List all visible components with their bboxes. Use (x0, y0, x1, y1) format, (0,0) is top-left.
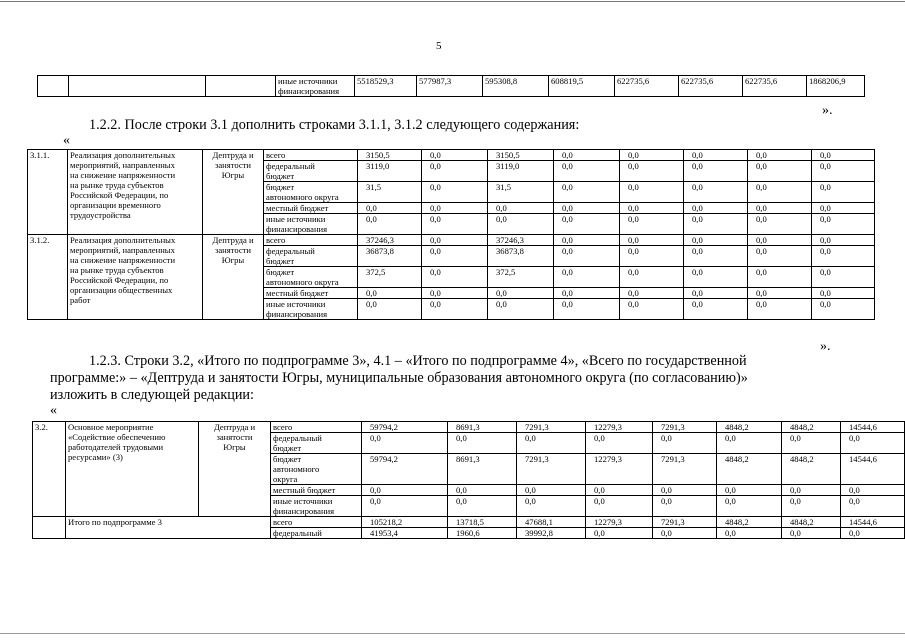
value-cell: 0,0 (684, 161, 748, 182)
funding-source-cell (264, 235, 358, 246)
value-cell: 0,0 (362, 485, 448, 496)
value-cell: 4848,2 (717, 422, 782, 433)
value-cell: 0,0 (488, 214, 554, 235)
value-cell: 0,0 (362, 433, 448, 454)
funding-source-cell (276, 76, 355, 97)
cell-line: занятости (214, 245, 252, 255)
value-cell: 0,0 (841, 496, 905, 517)
value-cell: 0,0 (358, 203, 422, 214)
value-cell: 4848,2 (717, 454, 782, 485)
value-cell: 0,0 (358, 288, 422, 299)
value-cell: 0,0 (812, 267, 875, 288)
value-cell: 0,0 (812, 299, 875, 320)
empty-cell (206, 76, 276, 97)
paragraph-line: изложить в следующей редакции: (50, 387, 254, 403)
cell-line: иные источники (278, 76, 338, 86)
value-cell: 0,0 (653, 485, 717, 496)
value-cell: 36873,8 (358, 246, 422, 267)
value-cell: 12279,3 (586, 454, 653, 485)
value-cell: 0,0 (812, 214, 875, 235)
value-cell: 0,0 (517, 496, 586, 517)
executor-cell (199, 422, 271, 517)
value-cell: 0,0 (748, 182, 812, 203)
cell-line: Реализация дополнительных (70, 235, 176, 245)
value-cell: 0,0 (620, 161, 684, 182)
value-cell: 0,0 (684, 267, 748, 288)
value-cell: 0,0 (517, 485, 586, 496)
value-cell: 7291,3 (517, 454, 586, 485)
value-cell: 0,0 (748, 246, 812, 267)
cell-line: работодателей трудовыми (68, 442, 164, 452)
value-cell: 0,0 (812, 203, 875, 214)
value-cell: 0,0 (586, 485, 653, 496)
value-cell: 3119,0 (358, 161, 422, 182)
cell-line: иные источники (266, 214, 326, 224)
value-cell: 0,0 (620, 288, 684, 299)
cell-line: бюджет (266, 256, 295, 266)
value-cell: 595308,8 (483, 76, 549, 97)
value-cell: 4848,2 (782, 454, 841, 485)
value-cell: 372,5 (488, 267, 554, 288)
value-cell: 0,0 (684, 203, 748, 214)
continuation-table (37, 75, 865, 97)
value-cell: 31,5 (358, 182, 422, 203)
measure-description-cell (68, 235, 203, 320)
value-cell: 0,0 (488, 203, 554, 214)
value-cell: 13718,5 (448, 517, 517, 528)
value-cell: 0,0 (586, 528, 653, 539)
value-cell: 31,5 (488, 182, 554, 203)
value-cell: 0,0 (748, 235, 812, 246)
value-cell: 0,0 (782, 528, 841, 539)
measure-description-cell (68, 150, 203, 235)
value-cell: 4848,2 (717, 517, 782, 528)
value-cell: 0,0 (554, 182, 620, 203)
value-cell: 0,0 (554, 299, 620, 320)
cell-line: финансирования (278, 86, 340, 96)
value-cell: 1868206,9 (807, 76, 865, 97)
funding-source-cell (271, 433, 362, 454)
value-cell: 0,0 (620, 246, 684, 267)
value-cell: 0,0 (620, 150, 684, 161)
cell-line: всего (266, 150, 286, 160)
table-row (28, 235, 875, 246)
cell-line: Российской Федерации, по (70, 190, 169, 200)
subtotal-label-cell: Итого по подпрограмме 3 (66, 517, 271, 539)
value-cell: 1960,6 (448, 528, 517, 539)
funding-source-cell (264, 246, 358, 267)
value-cell: 8691,3 (448, 422, 517, 433)
cell-line: Дептруда и (212, 150, 254, 160)
value-cell: 0,0 (748, 299, 812, 320)
cell-line: мероприятий, направленных (70, 160, 175, 170)
value-cell: 3150,5 (358, 150, 422, 161)
value-cell: 0,0 (422, 299, 488, 320)
value-cell: 0,0 (812, 161, 875, 182)
value-cell: 0,0 (717, 433, 782, 454)
empty-cell (69, 76, 206, 97)
value-cell: 0,0 (782, 433, 841, 454)
cell-line: местный бюджет (273, 485, 336, 495)
value-cell: 0,0 (748, 150, 812, 161)
opening-quote-1: « (63, 133, 70, 148)
value-cell: 0,0 (554, 288, 620, 299)
value-cell: 622735,6 (615, 76, 679, 97)
funding-source-cell (264, 150, 358, 161)
paragraph-line: программе:» – «Дептруда и занятости Югры, муниципальные образования автономного округа (по согласованию)» (50, 370, 748, 386)
value-cell: 0,0 (554, 150, 620, 161)
cell-line: Дептруда и (212, 235, 254, 245)
value-cell: 7291,3 (517, 422, 586, 433)
value-cell: 0,0 (586, 433, 653, 454)
value-cell: 0,0 (448, 485, 517, 496)
funding-source-cell (264, 288, 358, 299)
cell-line: федеральный (273, 433, 322, 443)
cell-line: финансирования (266, 309, 328, 319)
cell-line: федеральный (266, 246, 315, 256)
value-cell: 0,0 (554, 235, 620, 246)
bottom-edge-line (0, 633, 905, 634)
value-cell: 0,0 (782, 496, 841, 517)
value-cell: 0,0 (358, 299, 422, 320)
cell-line: иные источники (266, 299, 326, 309)
row-number-cell: 3.2. (33, 422, 66, 517)
value-cell: 7291,3 (653, 454, 717, 485)
cell-line: федеральный (266, 161, 315, 171)
cell-line: бюджет (273, 443, 302, 453)
table-row (28, 150, 875, 161)
value-cell: 0,0 (812, 235, 875, 246)
value-cell: 14544,6 (841, 422, 905, 433)
row-number-cell: 3.1.2. (28, 235, 68, 320)
value-cell: 0,0 (841, 485, 905, 496)
value-cell: 0,0 (812, 288, 875, 299)
value-cell: 0,0 (620, 267, 684, 288)
value-cell: 0,0 (620, 299, 684, 320)
value-cell: 0,0 (586, 496, 653, 517)
funding-source-cell (271, 496, 362, 517)
value-cell: 0,0 (422, 288, 488, 299)
cell-line: иные источники (273, 496, 333, 506)
value-cell: 0,0 (422, 267, 488, 288)
measure-description-cell (66, 422, 199, 517)
value-cell: 0,0 (782, 485, 841, 496)
cell-line: на снижение напряженности (70, 170, 176, 180)
value-cell: 0,0 (717, 528, 782, 539)
row-number-cell: 3.1.1. (28, 150, 68, 235)
value-cell: 47688,1 (517, 517, 586, 528)
cell-line: местный бюджет (266, 288, 329, 298)
top-edge-line (0, 1, 905, 2)
value-cell: 41953,4 (362, 528, 448, 539)
value-cell: 12279,3 (586, 422, 653, 433)
value-cell: 0,0 (748, 161, 812, 182)
value-cell: 0,0 (422, 246, 488, 267)
value-cell: 0,0 (448, 496, 517, 517)
funding-source-cell (271, 422, 362, 433)
cell-line: «Содействие обеспечению (68, 432, 166, 442)
value-cell: 0,0 (362, 496, 448, 517)
value-cell: 0,0 (422, 150, 488, 161)
funding-source-cell (271, 485, 362, 496)
value-cell: 0,0 (748, 203, 812, 214)
cell-line: автономного (273, 464, 320, 474)
cell-line: бюджет (266, 171, 295, 181)
value-cell: 0,0 (620, 182, 684, 203)
value-cell: 0,0 (620, 214, 684, 235)
funding-source-cell (271, 517, 362, 528)
cell-line: федеральный (273, 528, 322, 538)
value-cell: 0,0 (748, 214, 812, 235)
table-row (38, 76, 865, 97)
value-cell: 0,0 (684, 182, 748, 203)
cell-line: занятости (214, 160, 252, 170)
value-cell: 0,0 (358, 214, 422, 235)
cell-line: работ (70, 295, 91, 305)
opening-quote-2: « (50, 403, 57, 418)
value-cell: 0,0 (684, 150, 748, 161)
value-cell: 0,0 (620, 203, 684, 214)
empty-cell (38, 76, 69, 97)
value-cell: 0,0 (554, 161, 620, 182)
empty-cell (33, 517, 66, 539)
funding-source-cell (271, 528, 362, 539)
value-cell: 0,0 (684, 235, 748, 246)
cell-line: бюджет (266, 182, 295, 192)
value-cell: 0,0 (554, 246, 620, 267)
cell-line: всего (266, 235, 286, 245)
funding-source-cell (264, 182, 358, 203)
value-cell: 0,0 (653, 496, 717, 517)
value-cell: 0,0 (717, 496, 782, 517)
value-cell: 8691,3 (448, 454, 517, 485)
value-cell: 0,0 (812, 246, 875, 267)
cell-line: Реализация дополнительных (70, 150, 176, 160)
value-cell: 105218,2 (362, 517, 448, 528)
value-cell: 0,0 (748, 288, 812, 299)
cell-line: округа (273, 474, 298, 484)
value-cell: 0,0 (653, 433, 717, 454)
paragraph-line: 1.2.3. Строки 3.2, «Итого по подпрограмме 3», 4.1 – «Итого по подпрограмме 4», «Всего по государственной (89, 353, 747, 369)
closing-quote-2: ». (820, 339, 831, 354)
value-cell: 0,0 (684, 288, 748, 299)
cell-line: бюджет (266, 267, 295, 277)
value-cell: 3119,0 (488, 161, 554, 182)
value-cell: 0,0 (653, 528, 717, 539)
cell-line: Основное мероприятие (68, 422, 154, 432)
table-row (33, 517, 905, 528)
cell-line: автономного округа (266, 277, 339, 287)
value-cell: 0,0 (684, 246, 748, 267)
cell-line: трудоустройства (70, 210, 131, 220)
closing-quote-1: ». (822, 103, 833, 118)
value-cell: 0,0 (812, 182, 875, 203)
value-cell: 14544,6 (841, 517, 905, 528)
value-cell: 0,0 (748, 267, 812, 288)
value-cell: 36873,8 (488, 246, 554, 267)
paragraph-1-2-3 (50, 353, 869, 404)
cell-line: автономного округа (266, 192, 339, 202)
cell-line: организации общественных (70, 285, 173, 295)
cell-line: бюджет (273, 454, 302, 464)
value-cell: 0,0 (620, 235, 684, 246)
cell-line: финансирования (273, 506, 335, 516)
value-cell: 37246,3 (358, 235, 422, 246)
rows-3-2-table (32, 421, 905, 539)
value-cell: 3150,5 (488, 150, 554, 161)
value-cell: 0,0 (684, 214, 748, 235)
value-cell: 5518529,3 (355, 76, 417, 97)
rows-3-1-table (27, 149, 875, 320)
value-cell: 577987,3 (417, 76, 483, 97)
value-cell: 622735,6 (679, 76, 743, 97)
cell-line: местный бюджет (266, 203, 329, 213)
value-cell: 0,0 (554, 214, 620, 235)
cell-line: Югры (221, 170, 245, 180)
value-cell: 7291,3 (653, 422, 717, 433)
value-cell: 14544,6 (841, 454, 905, 485)
value-cell: 622735,6 (743, 76, 807, 97)
value-cell: 0,0 (812, 150, 875, 161)
funding-source-cell (264, 161, 358, 182)
value-cell: 0,0 (422, 214, 488, 235)
value-cell: 0,0 (554, 267, 620, 288)
cell-line: мероприятий, направленных (70, 245, 175, 255)
cell-line: на рынке труда субъектов (70, 265, 164, 275)
value-cell: 0,0 (422, 203, 488, 214)
value-cell: 0,0 (841, 528, 905, 539)
value-cell: 59794,2 (362, 454, 448, 485)
value-cell: 4848,2 (782, 422, 841, 433)
funding-source-cell (264, 203, 358, 214)
cell-line: Дептруда и (213, 422, 256, 432)
funding-source-cell (264, 299, 358, 320)
cell-line: Югры (223, 442, 246, 452)
table-row (33, 422, 905, 433)
page-number: 5 (436, 40, 442, 52)
cell-line: организации временного (70, 200, 161, 210)
value-cell: 0,0 (517, 433, 586, 454)
cell-line: на рынке труда субъектов (70, 180, 164, 190)
value-cell: 4848,2 (782, 517, 841, 528)
value-cell: 608819,5 (549, 76, 615, 97)
cell-line: Российской Федерации, по (70, 275, 169, 285)
cell-line: финансирования (266, 224, 328, 234)
cell-line: на снижение напряженности (70, 255, 176, 265)
value-cell: 0,0 (684, 299, 748, 320)
value-cell: 0,0 (488, 299, 554, 320)
paragraph-1-2-2: 1.2.2. После строки 3.1 дополнить строками 3.1.1, 3.1.2 следующего содержания: (89, 117, 580, 133)
funding-source-cell (264, 267, 358, 288)
value-cell: 0,0 (422, 235, 488, 246)
value-cell: 0,0 (841, 433, 905, 454)
cell-line: всего (273, 517, 293, 527)
value-cell: 12279,3 (586, 517, 653, 528)
cell-line: ресурсами» (3) (68, 452, 123, 462)
cell-line: занятости (216, 432, 253, 442)
value-cell: 372,5 (358, 267, 422, 288)
value-cell: 7291,3 (653, 517, 717, 528)
value-cell: 39992,8 (517, 528, 586, 539)
value-cell: 0,0 (717, 485, 782, 496)
value-cell: 0,0 (554, 203, 620, 214)
cell-line: всего (273, 422, 293, 432)
value-cell: 0,0 (448, 433, 517, 454)
funding-source-cell (264, 214, 358, 235)
funding-source-cell (271, 454, 362, 485)
value-cell: 37246,3 (488, 235, 554, 246)
cell-line: Югры (221, 255, 245, 265)
executor-cell (203, 235, 264, 320)
value-cell: 0,0 (422, 182, 488, 203)
executor-cell (203, 150, 264, 235)
value-cell: 0,0 (488, 288, 554, 299)
value-cell: 0,0 (422, 161, 488, 182)
value-cell: 59794,2 (362, 422, 448, 433)
